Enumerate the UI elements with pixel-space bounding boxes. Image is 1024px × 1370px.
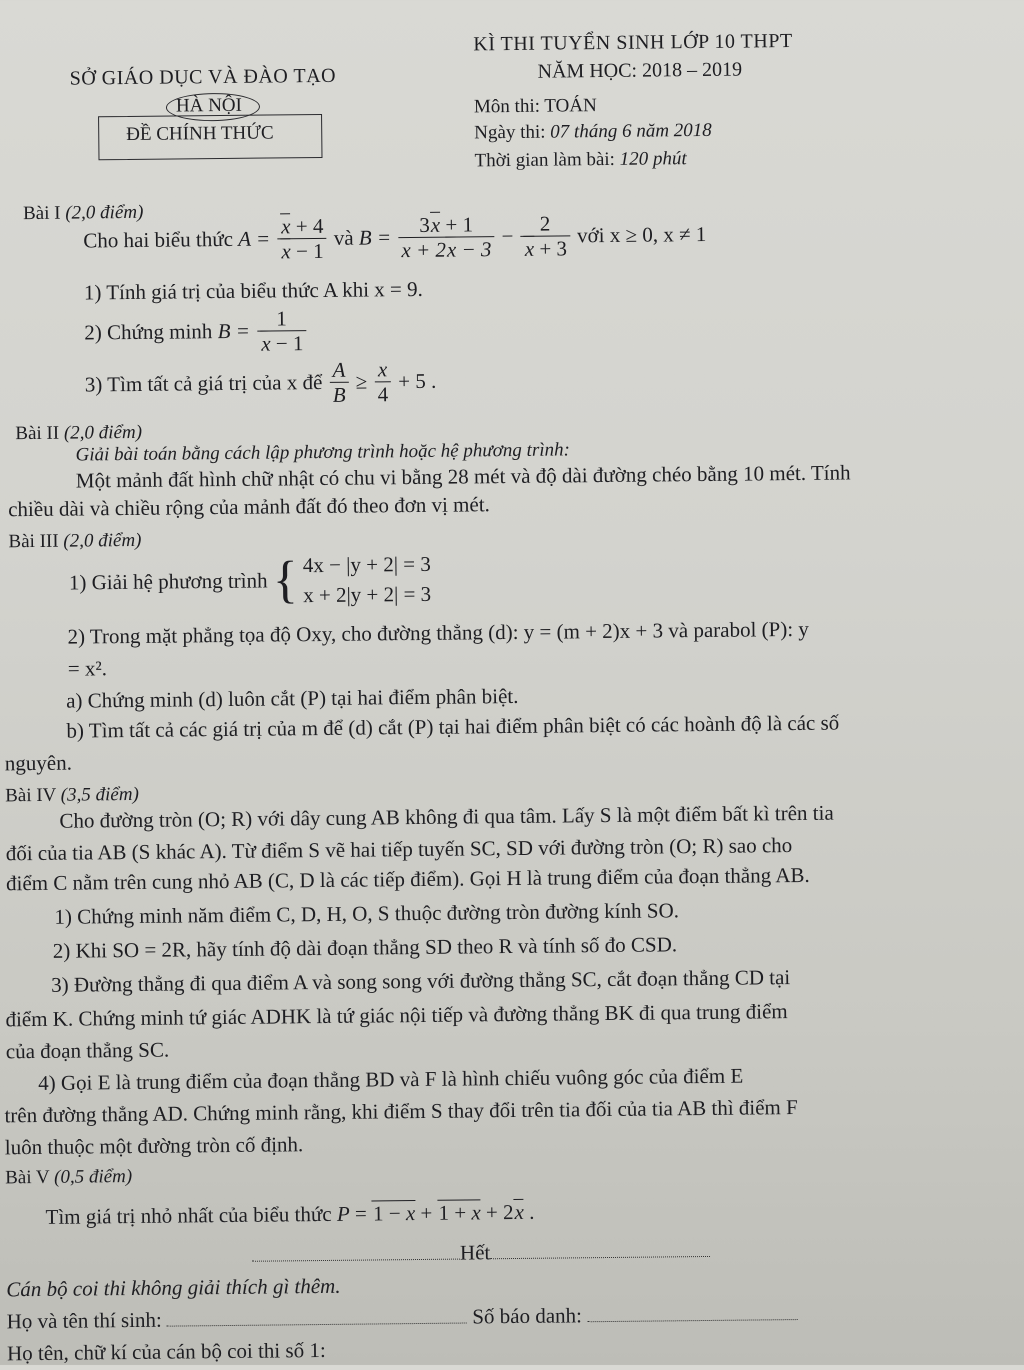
bai1-q2: 2) Chứng minh B = $\frac{1}{x - 1}$ bbox=[84, 306, 308, 358]
school-year: NĂM HỌC: 2018 – 2019 bbox=[537, 58, 743, 83]
bai4-q4-line1: 4) Gọi E là trung điểm của đoạn thẳng BD và F là hình chiếu vuông góc của điểm E bbox=[38, 1063, 744, 1095]
bai4-q3-line2: điểm K. Chứng minh tứ giác ADHK là tứ giác nội tiếp và đường thẳng BK đi qua trung điểm bbox=[5, 999, 788, 1032]
candidate-name-label: Họ và tên thí sinh: bbox=[6, 1307, 162, 1334]
expression-b-term1: $\frac{3x + 1}{x + 2x - 3}$ bbox=[398, 212, 495, 262]
exam-duration bbox=[474, 148, 686, 173]
expression-b-simplified: $\frac{1}{x - 1}$ bbox=[257, 306, 307, 356]
bai1-q2-text: 2) Chứng minh bbox=[84, 319, 213, 345]
exam-duration-value: 120 phút bbox=[619, 148, 687, 170]
candidate-name-line bbox=[7, 1301, 798, 1334]
footer-note: Cán bộ coi thi không giải thích gì thêm. bbox=[6, 1273, 341, 1302]
exam-subject: Môn thi: TOÁN bbox=[473, 95, 597, 118]
bai4-q3-line1: 3) Đường thẳng đi qua điểm A và song song với đường thẳng SC, cắt đoạn thẳng CD tại bbox=[51, 965, 791, 997]
bai3-title: Bài III bbox=[8, 530, 59, 553]
bai1-q3-text: 3) Tìm tất cả giá trị của x để bbox=[84, 370, 323, 397]
bai1-title: Bài I bbox=[22, 202, 61, 225]
bai4-title: Bài IV bbox=[5, 784, 57, 807]
bai3-q1 bbox=[69, 549, 432, 614]
ratio-a-b: $\frac{A}{B}$ bbox=[329, 358, 348, 407]
bai1-intro: Cho hai biểu thức bbox=[83, 226, 234, 253]
exam-duration-label: Thời gian làm bài: bbox=[474, 148, 616, 172]
department-name: SỞ GIÁO DỤC VÀ ĐÀO TẠO bbox=[69, 64, 337, 90]
bai5-intro: Tìm giá trị nhỏ nhất của biểu thức bbox=[45, 1201, 332, 1229]
bai2-line1: Một mảnh đất hình chữ nhật có chu vi bằng 28 mét và độ dài đường chéo bằng 10 mét. Tính bbox=[75, 460, 851, 493]
bai4-q4-line2: trên đường thẳng AD. Chứng minh rằng, khi điểm S thay đổi trên tia đối của tia AB thì điểm F bbox=[4, 1095, 798, 1128]
exam-date-value: 07 tháng 6 năm 2018 bbox=[550, 119, 712, 143]
bai5-heading bbox=[5, 1166, 132, 1190]
bai2-line2: chiều dài và chiều rộng của mảnh đất đó theo đơn vị mét. bbox=[8, 492, 490, 522]
bai1-points: (2,0 điểm) bbox=[65, 201, 144, 224]
bai4-line3: điểm C nằm trên cung nhỏ AB (C, D là các tiếp điểm). Gọi H là trung điểm của đoạn thẳng AB. bbox=[5, 862, 810, 896]
equation-system bbox=[303, 549, 432, 611]
exam-date bbox=[474, 120, 712, 145]
bai3-qa: a) Chứng minh (d) luôn cắt (P) tại hai điểm phân biệt. bbox=[66, 683, 519, 713]
ratio-x-4: $\frac{x}{4}$ bbox=[374, 357, 391, 406]
bai5-points: (0,5 điểm) bbox=[53, 1166, 133, 1188]
bai1-q3: 3) Tìm tất cả giá trị của x để $\frac{A}{B}$ ≥ $\frac{x}{4}$ + 5 . bbox=[84, 357, 437, 408]
bai4-line2: đối của tia AB (S khác A). Từ điểm S vẽ hai tiếp tuyến SC, SD với đường tròn (O; R) sao cho bbox=[5, 833, 793, 866]
bai4-q2: 2) Khi SO = 2R, hãy tính độ dài đoạn thẳng SD theo R và tính số đo CSD. bbox=[52, 932, 678, 963]
bai1-condition: với x ≥ 0, x ≠ 1 bbox=[576, 221, 707, 248]
bai4-q1: 1) Chứng minh năm điểm C, D, H, O, S thuộc đường tròn đường kính SO. bbox=[54, 898, 680, 929]
signature-line: Họ tên, chữ kí của cán bộ coi thi số 1: bbox=[6, 1337, 326, 1366]
end-marker bbox=[252, 1238, 711, 1268]
equation-1: 4x − |y + 2| = 3 bbox=[302, 551, 431, 578]
bai4-q4-line3: luôn thuộc một đường tròn cố định. bbox=[4, 1132, 304, 1160]
bai1-expressions: Cho hai biểu thức A = $\frac{x + 4}{x - 1}$ và B = $\frac{3x + 1}{x + 2x - 3}$ − $\frac{2}{x + 3}$ với x ≥ 0, x ≠ 1 bbox=[83, 211, 707, 264]
end-text: Hết bbox=[459, 1240, 491, 1265]
bai2-points: (2,0 điểm) bbox=[63, 421, 143, 444]
bai2-title: Bài II bbox=[15, 422, 60, 445]
candidate-number-label: Số báo danh: bbox=[472, 1303, 583, 1329]
city-name: HÀ NỘI bbox=[175, 94, 243, 117]
bai3-points: (2,0 điểm) bbox=[63, 529, 142, 552]
expression-b-term2: $\frac{2}{x + 3}$ bbox=[520, 211, 570, 261]
bai3-q2-line1: 2) Trong mặt phẳng tọa độ Oxy, cho đường thẳng (d): y = (m + 2)x + 3 và parabol (P): y bbox=[67, 616, 809, 649]
bai2-heading bbox=[15, 422, 142, 446]
official-label: ĐỀ CHÍNH THỨC bbox=[126, 122, 274, 146]
bai2-instruction: Giải bài toán bằng cách lập phương trình hoặc hệ phương trình: bbox=[75, 439, 571, 466]
bai4-heading bbox=[5, 784, 139, 808]
system-brace: { bbox=[272, 551, 299, 609]
equation-2: x + 2|y + 2| = 3 bbox=[303, 582, 432, 608]
bai3-q2-line2: = x². bbox=[67, 656, 108, 681]
exam-title: KÌ THI TUYỂN SINH LỚP 10 THPT bbox=[473, 30, 793, 56]
bai1-q1: 1) Tính giá trị của biểu thức A khi x = 9. bbox=[83, 276, 423, 305]
exam-date-label: Ngày thi: bbox=[474, 121, 546, 144]
bai4-line1: Cho đường tròn (O; R) với dây cung AB không đi qua tâm. Lấy S là một điểm bất kì trên tia bbox=[59, 800, 834, 833]
bai1-and: và bbox=[333, 225, 354, 250]
bai5-title: Bài V bbox=[5, 1166, 50, 1189]
expression-a: $\frac{x + 4}{x - 1}$ bbox=[277, 214, 327, 264]
bai4-points: (3,5 điểm) bbox=[60, 783, 139, 806]
bai3-qb-line2: nguyên. bbox=[4, 750, 73, 776]
bai5-question: Tìm giá trị nhỏ nhất của biểu thức P = 1 − x + 1 + x + 2x . bbox=[45, 1199, 535, 1229]
bai3-q1-text: 1) Giải hệ phương trình bbox=[68, 568, 268, 595]
bai3-heading bbox=[8, 530, 141, 554]
bai3-qb-line1: b) Tìm tất cả các giá trị của m để (d) cắt (P) tại hai điểm phân biệt có các hoành độ là các số bbox=[66, 710, 840, 743]
bai4-q3-line3: của đoạn thẳng SC. bbox=[5, 1037, 170, 1064]
